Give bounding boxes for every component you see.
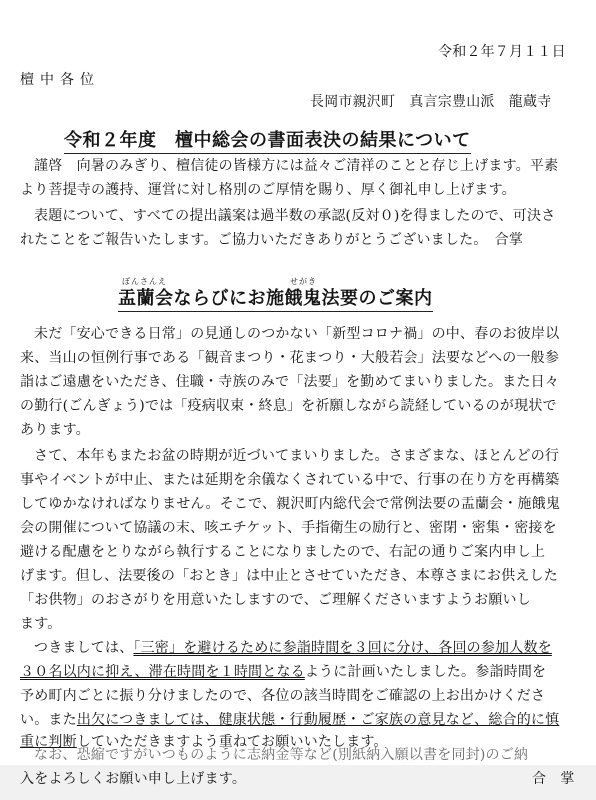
addressee: 檀中各位: [20, 72, 100, 88]
para3-text: い。また: [20, 712, 77, 728]
section1-line: より菩提寺の護持、運営に対し格別のご厚情を賜り、厚く御礼申し上げます。: [20, 182, 516, 198]
section2-line: 「お供物」のおさがりを用意いたしますので、ご理解くださいますようお願いし: [20, 592, 531, 608]
section2-title: 盂蘭会ならびにお施餓鬼法要のご案内: [118, 288, 433, 312]
para3-text: つきましては、: [34, 640, 134, 656]
para3-underlined: 出欠につきましては、健康状態・行動履歴・ご家族の意見など、総合的に慎: [76, 712, 560, 728]
section2-line: 避ける配慮をとりながら執行することになりましたので、右記の通りご案内申し上: [20, 544, 546, 560]
ruby-bonsane: ぼんさんえ: [122, 277, 167, 286]
ruby-segaki: せがき: [290, 277, 317, 286]
document-date: 令和２年７月１１日: [438, 44, 566, 60]
section2-para4-line: なお、恐縮ですがいつものように志納金等など(別紙納入願以書を同封)のご納: [34, 747, 529, 763]
section1-line: れたことをご報告いたします。ご協力いただきありがとうございました。 合掌: [20, 232, 524, 248]
para3-underlined: 重に判断: [20, 734, 77, 750]
section2-para4-line: 入をよろしくお願い申し上げます。: [20, 771, 247, 787]
section2-line: 会の開催について協議の末、咳エチケット、手指衛生の励行と、密閉・密集・密接を: [20, 520, 557, 536]
section2-line: の勤行(ごんぎょう)では「疫病収束・終息」を祈願しながら読経しているのが現状で: [20, 398, 557, 414]
sender-temple: 長岡市親沢町 真言宗豊山派 龍蔵寺: [310, 94, 552, 110]
section2-para3-line: [20, 712, 559, 728]
closing-gassho: 合 掌: [532, 771, 575, 787]
section2-para3-line: [20, 664, 546, 680]
section2-title-block: [118, 277, 433, 312]
section2-line: してゆかなければなりません。そこで、親沢町内総代会で常例法要の盂蘭会・施餓鬼: [20, 496, 561, 512]
para3-text: ように計画いたしました。参詣時間を: [304, 664, 547, 680]
section2-line: 事やイベントが中止、または延期を余儀なくされている中で、行事の在り方を再構築: [20, 472, 560, 488]
section1-title: 令和２年度 檀中総会の書面表決の結果について: [64, 130, 471, 154]
section2-line: さて、本年もまたお盆の時期が近づいてまいりました。さまざまな、ほとんどの行: [34, 448, 560, 464]
section2-para3-line: 予め町内ごとに振り分けましたので、各位の該当時間をご確認の上お出かけくださ: [20, 688, 546, 704]
section2-line: あります。: [20, 422, 90, 438]
section1-line: 表題について、すべての提出議案は過半数の承認(反対０)を得ましたので、可決さ: [34, 208, 556, 224]
section2-line: 詣はご遠慮をいただき、住職・寺族のみで「法要」を勤めてまいりました。また日々: [20, 374, 560, 390]
section2-line: 未だ「安心できる日常」の見通しのつかない「新型コロナ禍」の中、春のお彼岸以: [34, 326, 560, 342]
section2-line: ます。: [20, 616, 62, 632]
section2-para3-line: [34, 640, 552, 656]
para3-text: していただきますよう重ねてお願いいたします。: [76, 734, 388, 750]
para3-underlined: ３０名以内に抑え、滞在時間を１時間となる: [20, 664, 305, 680]
section1-line: 謹啓 向暑のみぎり、檀信徒の皆様方には益々ご清祥のことと存じ上げます。平素: [34, 158, 559, 174]
section2-line: 来、当山の恒例行事である「観音まつり・花まつり・大般若会」法要などへの一般参: [20, 350, 560, 366]
section2-line: げます。但し、法要後の「おとき」は中止とさせていただき、本尊さまにお供えした: [20, 568, 558, 584]
para3-underlined: 「三密」を避けるために参詣時間を３回に分け、各回の参加人数を: [133, 640, 552, 656]
